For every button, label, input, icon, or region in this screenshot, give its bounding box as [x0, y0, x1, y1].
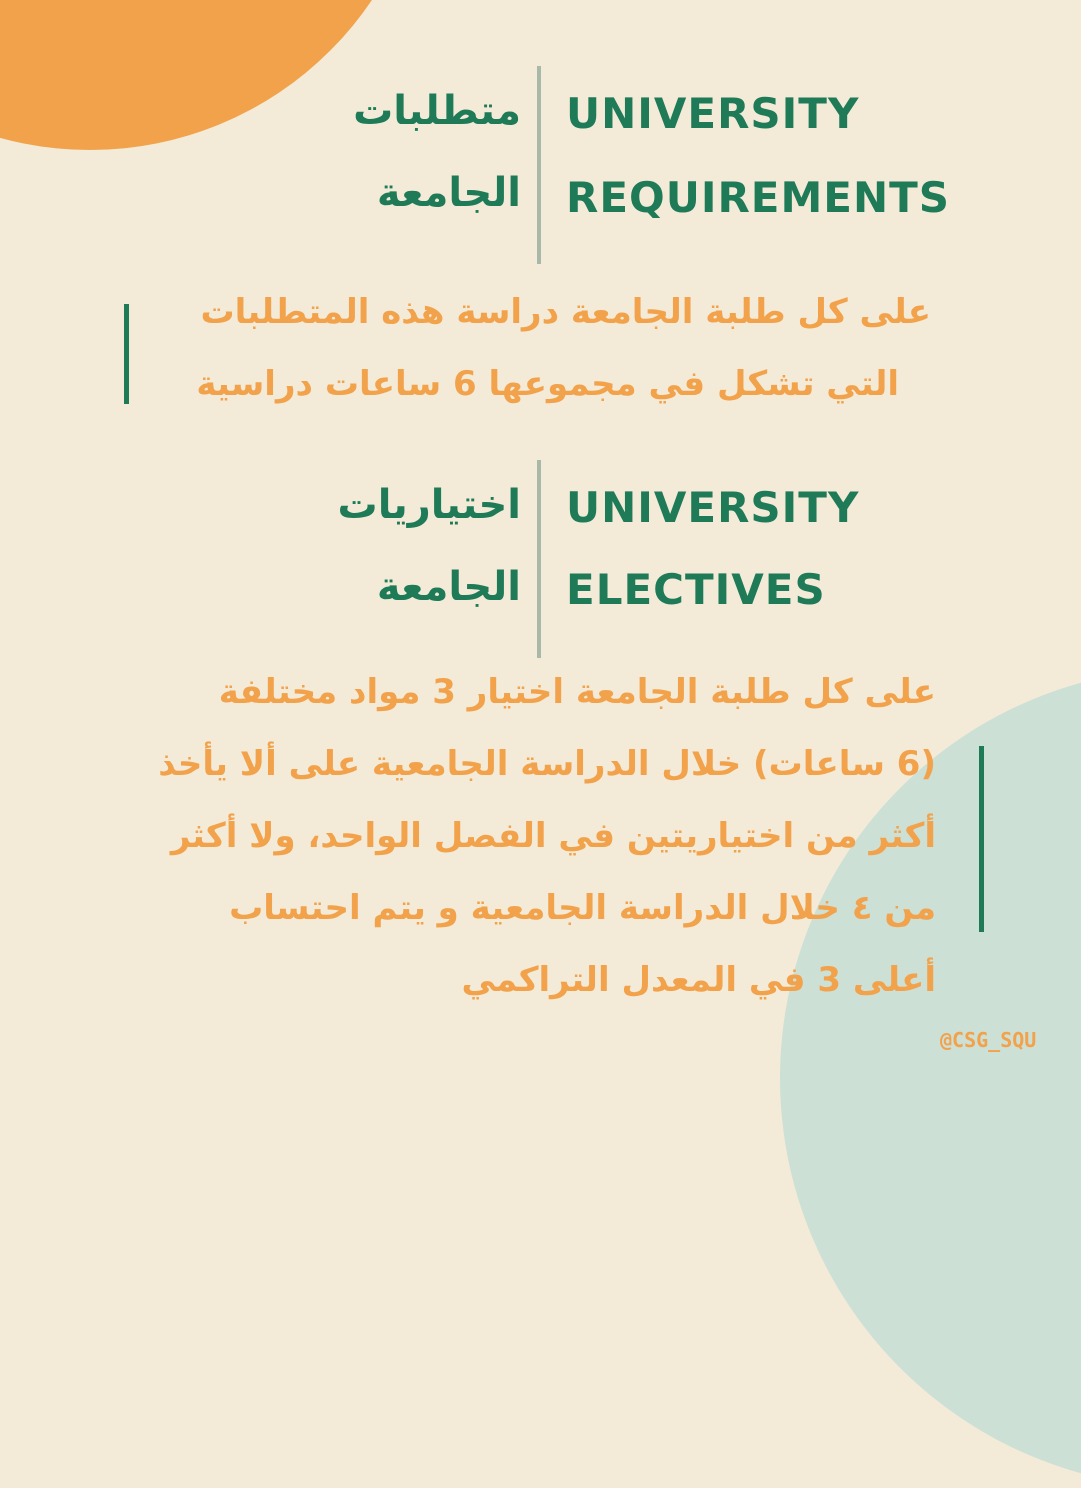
- section2-paragraph-bar: [979, 746, 984, 932]
- section2-paragraph-line5: أعلى 3 في المعدل التراكمي: [461, 960, 936, 1000]
- section1-divider: [537, 66, 541, 264]
- section1-paragraph-line2: التي تشكل في مجموعها 6 ساعات دراسية: [196, 364, 899, 404]
- section1-paragraph-bar: [124, 304, 129, 404]
- section2-paragraph-line4: من ٤ خلال الدراسة الجامعية و يتم احتساب: [229, 888, 936, 928]
- section1-english-title-line1: UNIVERSITY: [566, 89, 860, 138]
- section1-arabic-title-line1: متطلبات: [353, 88, 521, 134]
- section2-english-title-line2: ELECTIVES: [566, 565, 826, 614]
- section2-english-title-line1: UNIVERSITY: [566, 483, 860, 532]
- section1-paragraph-line1: على كل طلبة الجامعة دراسة هذه المتطلبات: [200, 292, 931, 332]
- section1-arabic-title-line2: الجامعة: [376, 170, 521, 216]
- section2-paragraph-line1: على كل طلبة الجامعة اختيار 3 مواد مختلفة: [218, 672, 936, 712]
- section2-arabic-title-line1: اختياريات: [337, 482, 521, 528]
- section1-english-title-line2: REQUIREMENTS: [566, 173, 951, 222]
- social-handle: @CSG_SQU: [940, 1028, 1037, 1052]
- section2-paragraph-line2: (6 ساعات) خلال الدراسة الجامعية على ألا يأخذ: [158, 744, 936, 784]
- mint-circle-shape: [780, 668, 1081, 1488]
- section2-paragraph-line3: أكثر من اختياريتين في الفصل الواحد، ولا أكثر: [170, 816, 936, 856]
- section2-arabic-title-line2: الجامعة: [376, 564, 521, 610]
- section2-divider: [537, 460, 541, 658]
